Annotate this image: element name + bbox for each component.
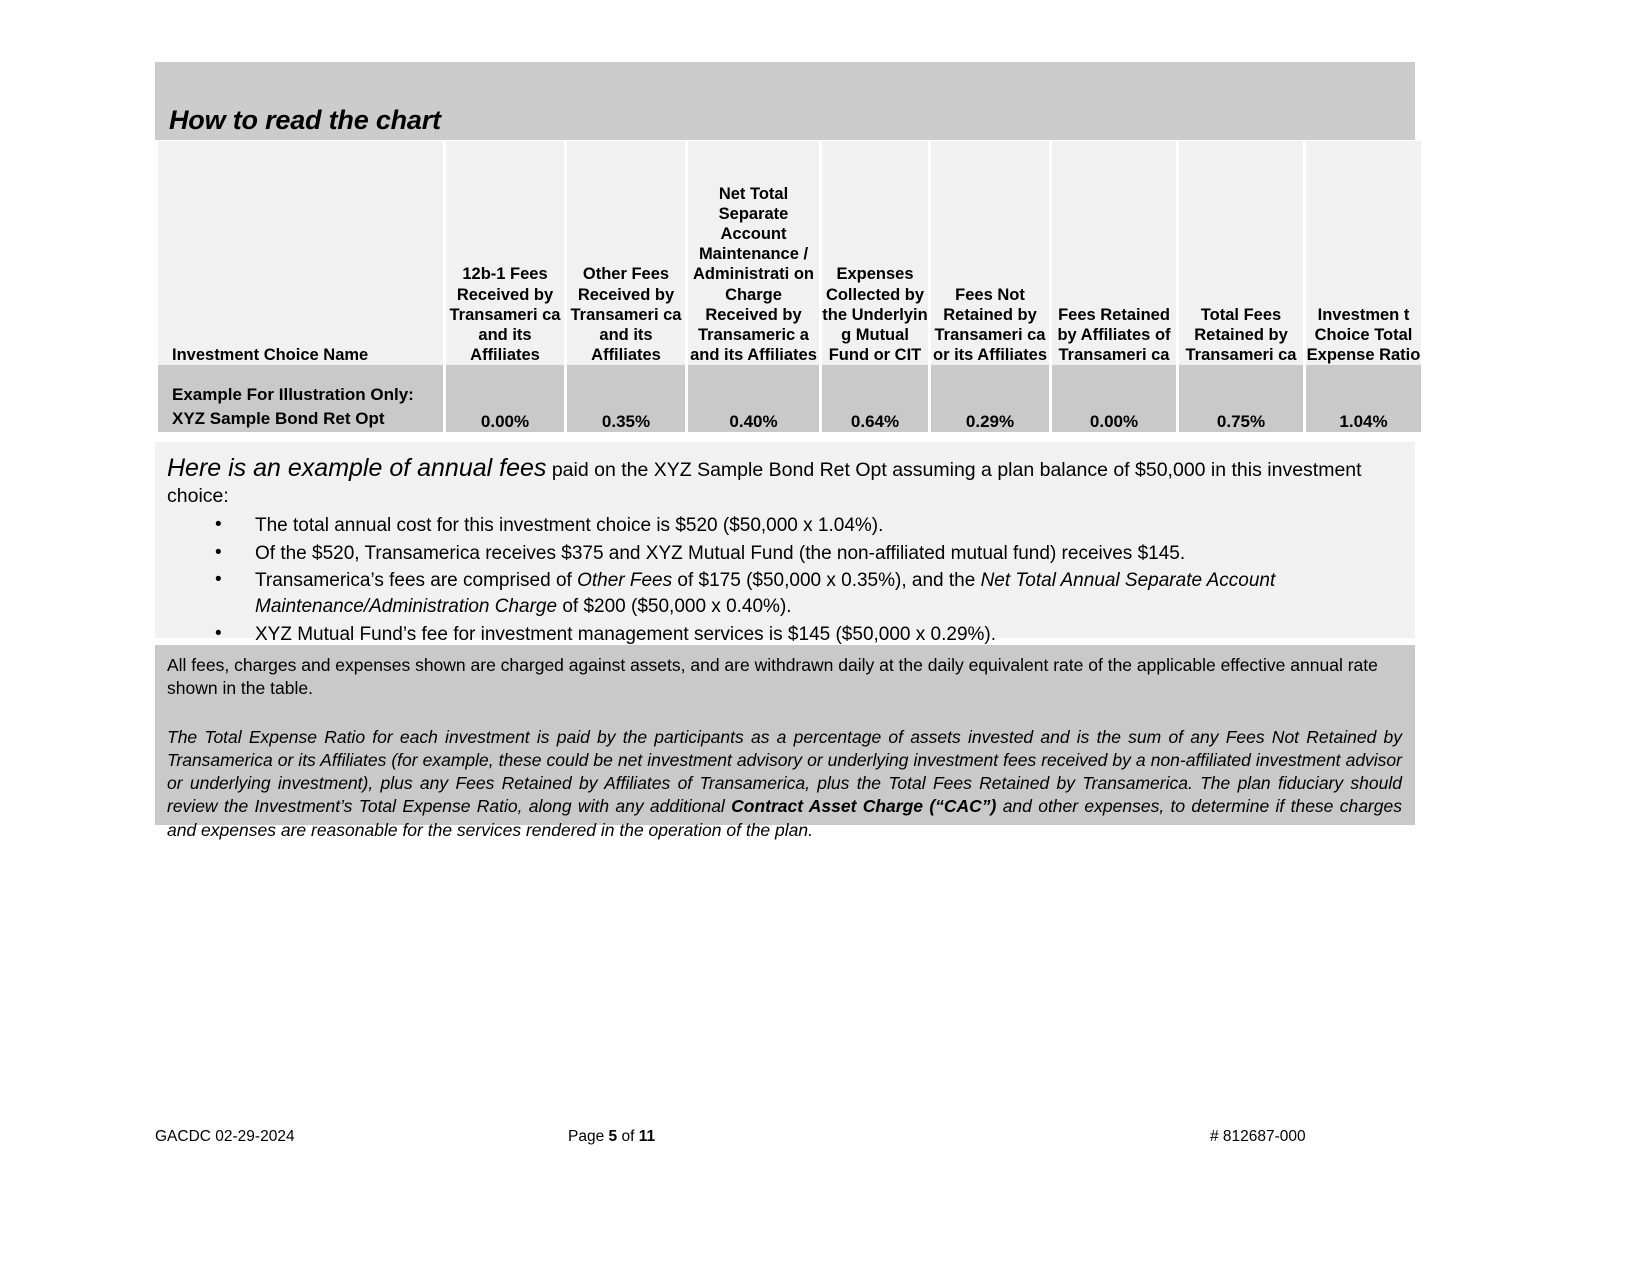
list-item: [167, 622, 1403, 648]
page-footer: [155, 1128, 1425, 1152]
footer-page-prefix: Page: [568, 1128, 609, 1145]
investment-name-line1: Example For Illustration Only:: [172, 384, 414, 404]
list-item: [167, 541, 1403, 567]
footer-current-page: 5: [608, 1128, 618, 1145]
cell-investment-choice-name: [158, 365, 443, 432]
bullet-text-fragment: The total annual cost for this investment choice is $520 ($50,000 x 1.04%).: [255, 514, 884, 536]
example-bullet-list: [167, 513, 1403, 647]
cell-total-fees-retained: 0.75%: [1179, 365, 1303, 432]
banner-title: How to read the chart: [169, 105, 441, 135]
example-lead-rest: paid on the XYZ Sample Bond Ret Opt assuming a plan balance of $50,000 in this investment choice:: [167, 459, 1362, 507]
bullet-dot-icon: •: [215, 622, 222, 644]
footer-document-code: GACDC 02-29-2024: [155, 1128, 295, 1145]
bullet-text-fragment: Other Fees: [577, 570, 673, 592]
cell-total-expense-ratio: 1.04%: [1306, 365, 1421, 432]
column-header-investment-choice-name: Investment Choice Name: [158, 141, 443, 365]
column-header-fees-not-retained: Fees Not Retained by Transameri ca or its Affiliates: [931, 141, 1049, 365]
bullet-text-fragment: of $200 ($50,000 x 0.40%).: [557, 595, 792, 617]
column-header-expenses-collected-underlying: Expenses Collected by the Underlyin g Mutual Fund or CIT: [822, 141, 928, 365]
contract-asset-charge-term: Contract Asset Charge (“CAC”): [731, 796, 997, 817]
investment-name-line2: XYZ Sample Bond Ret Opt: [172, 409, 385, 429]
bullet-text-fragment: XYZ Mutual Fund’s fee for investment management services is $145 ($50,000 x 0.29%).: [255, 623, 997, 645]
note-paragraph-italic: [167, 726, 1402, 841]
example-lead-paragraph: [167, 452, 1403, 509]
column-header-net-total-separate-account: Net Total Separate Account Maintenance / Administrati on Charge Received by Transameric a and its Affiliates: [688, 141, 819, 365]
note-paragraph-plain: All fees, charges and expenses shown are charged against assets, and are withdrawn daily at the daily equivalent rate of the applicable effective annual rate shown in the table.: [167, 655, 1378, 699]
example-lead-emphasis: Here is an example of annual fees: [167, 454, 547, 482]
bullet-text-fragment: of $175 ($50,000 x 0.35%), and the: [672, 570, 981, 592]
cell-fees-not-retained: 0.29%: [931, 365, 1049, 432]
column-header-other-fees: Other Fees Received by Transameri ca and its Affiliates: [567, 141, 685, 365]
footer-total-pages: 11: [638, 1128, 656, 1145]
cell-other-fees: 0.35%: [567, 365, 685, 432]
list-item: [167, 568, 1403, 619]
column-header-12b1-fees: 12b-1 Fees Received by Transameri ca and its Affiliates: [446, 141, 564, 365]
column-header-total-expense-ratio: Investmen t Choice Total Expense Ratio: [1306, 141, 1421, 365]
footer-page-mid: of: [617, 1128, 639, 1145]
table-row: [158, 365, 1421, 432]
bullet-dot-icon: •: [215, 513, 222, 535]
fee-notes-block: [155, 645, 1415, 840]
bullet-text-fragment: Transamerica’s fees are comprised of: [255, 570, 578, 592]
column-header-fees-retained-affiliates: Fees Retained by Affiliates of Transameri ca: [1052, 141, 1176, 365]
cell-net-total-separate-account: 0.40%: [688, 365, 819, 432]
bullet-text-fragment: Net Total Annual Separate Account Maintenance/Administration Charge: [255, 570, 1276, 617]
note-text-fragment: and other expenses, to determine if these charges and expenses are reasonable for the services rendered in the operation of the plan.: [167, 796, 1402, 840]
table-header-row: [158, 141, 1421, 365]
column-header-total-fees-retained: Total Fees Retained by Transameri ca: [1179, 141, 1303, 365]
bullet-dot-icon: •: [215, 569, 222, 591]
footer-page-number: [568, 1128, 655, 1146]
cell-fees-retained-affiliates: 0.00%: [1052, 365, 1176, 432]
how-to-read-banner: [155, 62, 1415, 140]
note-text-fragment: The Total Expense Ratio for each investment is paid by the participants as a percentage of assets invested and is the sum of any Fees Not Retained by Transamerica or its Affiliates (for example, these could be net investment advisory or underlying investment fees received by a non-affiliated investment advisor or underlying investment), plus any Fees Retained by Affiliates of Transamerica, plus the Total Fees Retained by Transamerica. The plan fiduciary should review the Investment’s Total Expense Ratio, along with any additional: [167, 727, 1402, 817]
list-item: [167, 513, 1403, 539]
cell-expenses-collected-underlying: 0.64%: [822, 365, 928, 432]
fee-disclosure-table: [155, 141, 1424, 432]
bullet-dot-icon: •: [215, 541, 222, 563]
bullet-text-fragment: Of the $520, Transamerica receives $375 and XYZ Mutual Fund (the non-affiliated mutual fund) receives $145.: [255, 542, 1186, 564]
annual-fees-example-block: [155, 442, 1415, 645]
cell-12b1-fees: 0.00%: [446, 365, 564, 432]
footer-form-number: # 812687-000: [1210, 1128, 1306, 1145]
